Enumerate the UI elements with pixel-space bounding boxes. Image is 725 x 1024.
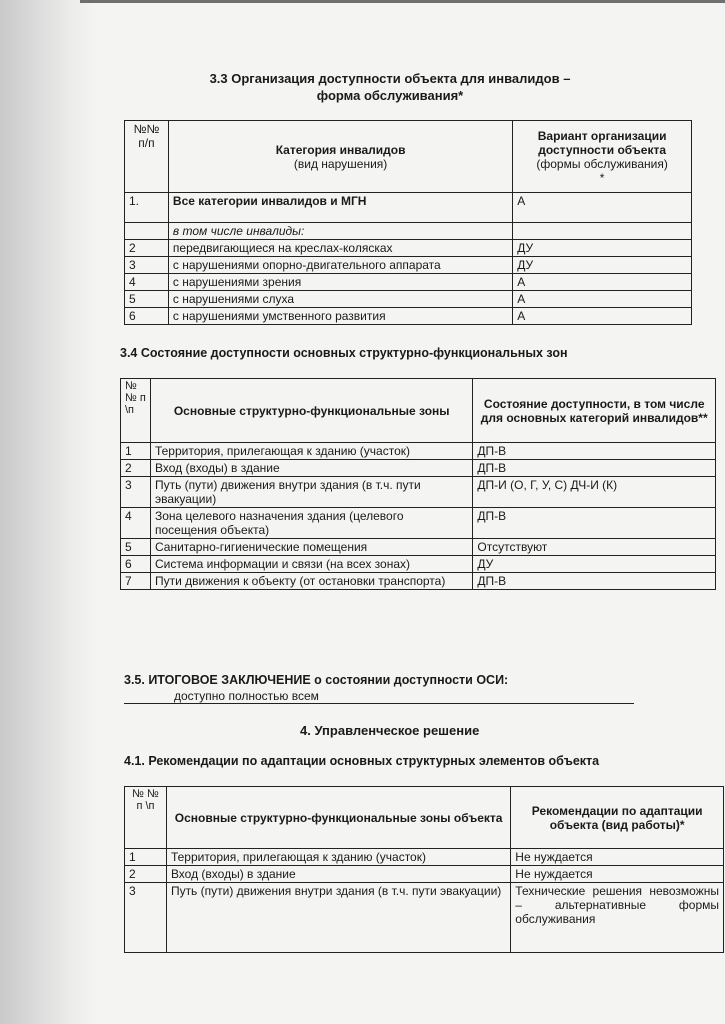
section-3-3-title: 3.3 Организация доступности объекта для инвалидов – форма обслуживания*	[209, 71, 571, 103]
table-row: 2 Вход (входы) в здание ДП-В	[121, 460, 716, 477]
table-row: в том числе инвалиды:	[125, 223, 692, 240]
header-zones: Основные структурно-функциональные зоны объекта	[166, 787, 510, 849]
table-header-row	[125, 787, 724, 849]
table-row: 1. Все категории инвалидов и МГН А	[125, 193, 692, 223]
header-zones: Основные структурно-функциональные зоны	[150, 379, 472, 443]
section-4-1-title: 4.1. Рекомендации по адаптации основных структурных элементов объекта	[124, 754, 600, 768]
table-3-3	[124, 120, 692, 325]
header-category: Категория инвалидов (вид нарушения)	[168, 121, 512, 193]
final-conclusion-value: доступно полностью всем	[174, 689, 319, 703]
table-row: 1 Территория, прилегающая к зданию (участок) Не нуждается	[125, 849, 724, 866]
table-row: 6 с нарушениями умственного развития А	[125, 308, 692, 325]
table-3-4	[120, 378, 716, 590]
table-row: 7 Пути движения к объекту (от остановки транспорта) ДП-В	[121, 573, 716, 590]
section-4-title: 4. Управленческое решение	[300, 723, 480, 738]
header-state: Состояние доступности, в том числе для основных категорий инвалидов**	[473, 379, 716, 443]
table-row: 3 Путь (пути) движения внутри здания (в т.ч. пути эвакуации) Технические решения невозможны – альтернативные формы обслуживания	[125, 883, 724, 953]
section-3-4-title: 3.4 Состояние доступности основных структурно-функциональных зон	[120, 346, 568, 360]
table-row: 3 с нарушениями опорно-двигательного аппарата ДУ	[125, 257, 692, 274]
table-row: 5 с нарушениями слуха А	[125, 291, 692, 308]
section-3-5-title: 3.5. ИТОГОВОЕ ЗАКЛЮЧЕНИЕ о состоянии доступности ОСИ:	[124, 673, 509, 687]
final-conclusion-line	[124, 689, 634, 704]
table-row: 3 Путь (пути) движения внутри здания (в т.ч. пути эвакуации) ДП-И (О, Г, У, С) ДЧ-И (К)	[121, 477, 716, 508]
table-4-1	[124, 786, 724, 953]
header-variant: Вариант организации доступности объекта (формы обслуживания) *	[513, 121, 692, 193]
table-row: 2 передвигающиеся на креслах-колясках ДУ	[125, 240, 692, 257]
table-row: 4 с нарушениями зрения А	[125, 274, 692, 291]
header-num: № № п \п	[125, 787, 167, 849]
table-row: 4 Зона целевого назначения здания (целевого посещения объекта) ДП-В	[121, 508, 716, 539]
table-header-row	[121, 379, 716, 443]
table-header-row	[125, 121, 692, 193]
table-row: 1 Территория, прилегающая к зданию (участок) ДП-В	[121, 443, 716, 460]
table-row: 5 Санитарно-гигиенические помещения Отсутствуют	[121, 539, 716, 556]
table-row: 6 Система информации и связи (на всех зонах) ДУ	[121, 556, 716, 573]
header-recommend: Рекомендации по адаптации объекта (вид работы)*	[511, 787, 724, 849]
header-num: №№ п/п	[125, 121, 169, 193]
table-row: 2 Вход (входы) в здание Не нуждается	[125, 866, 724, 883]
header-num: № № п \п	[121, 379, 151, 443]
